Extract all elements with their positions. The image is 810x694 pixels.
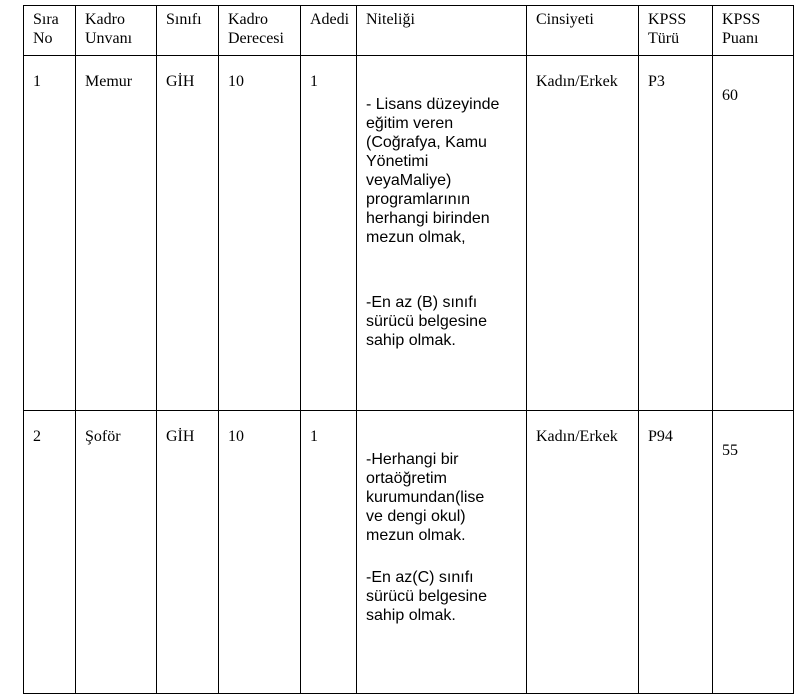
header-adedi: Adedi	[301, 6, 357, 56]
header-kadro-derecesi: Kadro Derecesi	[219, 6, 301, 56]
cell-nitelik: -Herhangi bir ortaöğretim kurumundan(lise ve dengi okul) mezun olmak. -En az(C) sınıfı sürücü belgesine sahip olmak.	[357, 411, 527, 694]
table-header-row	[24, 6, 794, 56]
cell-kpss-puani: 60	[713, 56, 794, 411]
table-row	[24, 411, 794, 694]
cell-cinsiyet: Kadın/Erkek	[527, 411, 639, 694]
cell-kpss-puani: 55	[713, 411, 794, 694]
header-kpss-turu: KPSS Türü	[639, 6, 713, 56]
cell-sira: 2	[24, 411, 76, 694]
cell-cinsiyet: Kadın/Erkek	[527, 56, 639, 411]
cell-kpss-turu: P3	[639, 56, 713, 411]
cell-sinif: GİH	[157, 411, 219, 694]
cell-adet: 1	[301, 411, 357, 694]
header-niteligi: Niteliği	[357, 6, 527, 56]
cell-sinif: GİH	[157, 56, 219, 411]
cell-unvan: Memur	[76, 56, 157, 411]
cell-derece: 10	[219, 411, 301, 694]
header-kadro-unvani: Kadro Unvanı	[76, 6, 157, 56]
cell-derece: 10	[219, 56, 301, 411]
kadro-table	[23, 5, 794, 694]
cell-sira: 1	[24, 56, 76, 411]
table-row	[24, 56, 794, 411]
cell-nitelik: - Lisans düzeyinde eğitim veren (Coğrafya, Kamu Yönetimi veyaMaliye) programlarının herhangi birinden mezun olmak, -En az (B) sınıfı sürücü belgesine sahip olmak.	[357, 56, 527, 411]
header-sinifi: Sınıfı	[157, 6, 219, 56]
cell-kpss-turu: P94	[639, 411, 713, 694]
cell-adet: 1	[301, 56, 357, 411]
cell-unvan: Şoför	[76, 411, 157, 694]
header-cinsiyeti: Cinsiyeti	[527, 6, 639, 56]
header-sira-no: Sıra No	[24, 6, 76, 56]
header-kpss-puani: KPSS Puanı	[713, 6, 794, 56]
